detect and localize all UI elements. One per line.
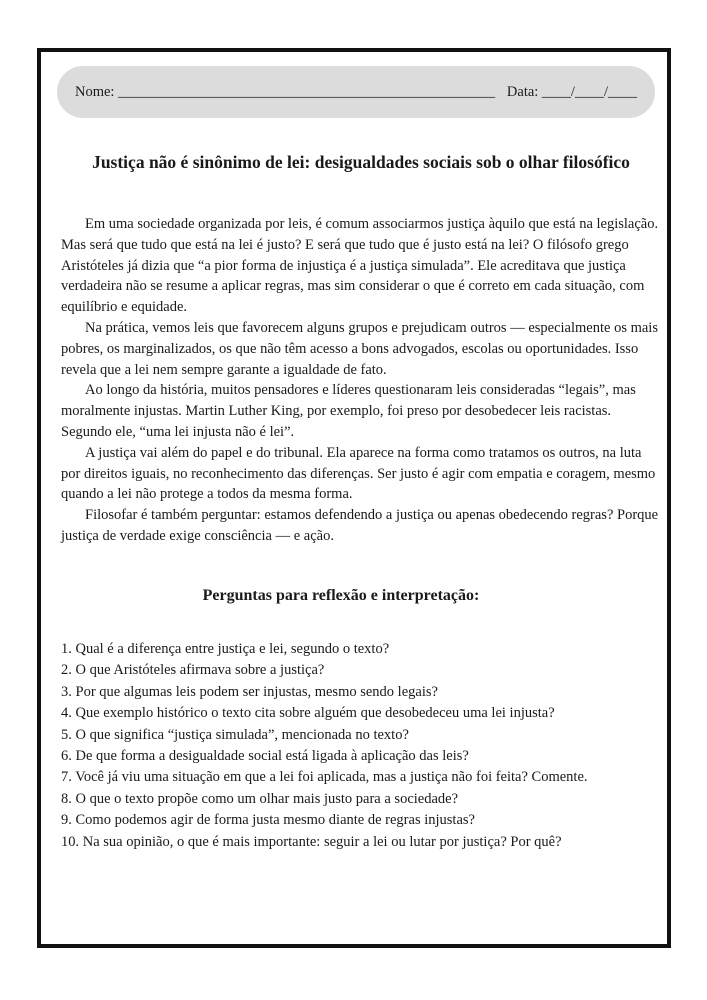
- questions-list: [61, 639, 661, 853]
- date-field-label[interactable]: Data: ____/____/____: [506, 83, 637, 100]
- question-item: 4. Que exemplo histórico o texto cita sobre alguém que desobedeceu uma lei injusta?: [61, 705, 555, 722]
- question-item: 5. O que significa “justiça simulada”, mencionada no texto?: [61, 726, 409, 743]
- question-item: 2. O que Aristóteles afirmava sobre a justiça?: [61, 662, 325, 679]
- question-item: 10. Na sua opinião, o que é mais importante: seguir a lei ou lutar por justiça? Por quê?: [61, 833, 562, 850]
- question-item: 1. Qual é a diferença entre justiça e lei, segundo o texto?: [61, 641, 390, 657]
- name-field-label[interactable]: Nome: ____________________________________________________: [75, 83, 496, 100]
- student-info-bar: [57, 66, 655, 118]
- worksheet-frame: [37, 48, 671, 948]
- worksheet-title: Justiça não é sinônimo de lei: desigualdades sociais sob o olhar filosófico: [92, 152, 630, 172]
- article-text: [61, 214, 661, 547]
- paragraph: Em uma sociedade organizada por leis, é comum associarmos justiça àquilo que está na legislação. Mas será que tudo que está na lei é justo? E será que tudo que é justo está na lei? O filósofo grego Aristóteles já dizia que “a pior forma de injustiça é a justiça simulada”. Ele acreditava que justiça verdadeira não se resume a aplicar regras, mas sim considerar o que é correto em cada situação, com equilíbrio e equidade.: [61, 216, 659, 316]
- paragraph: Filosofar é também perguntar: estamos defendendo a justiça ou apenas obedecendo regras? Porque justiça de verdade exige consciência — e ação.: [61, 507, 659, 544]
- question-item: 8. O que o texto propõe como um olhar mais justo para a sociedade?: [61, 790, 459, 807]
- paragraph: Ao longo da história, muitos pensadores e líderes questionaram leis consideradas “legais”, mas moralmente injustas. Martin Luther King, por exemplo, foi preso por desobedecer leis racistas. Segundo ele, “uma lei injusta não é lei”.: [61, 382, 636, 440]
- questions-heading: Perguntas para reflexão e interpretação:: [202, 587, 480, 604]
- paragraph: A justiça vai além do papel e do tribunal. Ela aparece na forma como tratamos os outros, na luta por direitos iguais, no reconhecimento das diferenças. Ser justo é agir com empatia e coragem, mesmo quando a lei não protege a todos da mesma forma.: [61, 444, 656, 503]
- question-item: 6. De que forma a desigualdade social está ligada à aplicação das leis?: [61, 748, 469, 765]
- question-item: 9. Como podemos agir de forma justa mesmo diante de regras injustas?: [61, 812, 475, 829]
- paragraph: Na prática, vemos leis que favorecem alguns grupos e prejudicam outros — especialmente os mais pobres, os marginalizados, os que não têm acesso a bons advogados, escolas ou oportunidades. Isso revela que a lei nem sempre garante a igualdade de fato.: [61, 319, 658, 378]
- question-item: 7. Você já viu uma situação em que a lei foi aplicada, mas a justiça não foi feita? Comente.: [61, 769, 588, 786]
- question-item: 3. Por que algumas leis podem ser injustas, mesmo sendo legais?: [61, 683, 438, 700]
